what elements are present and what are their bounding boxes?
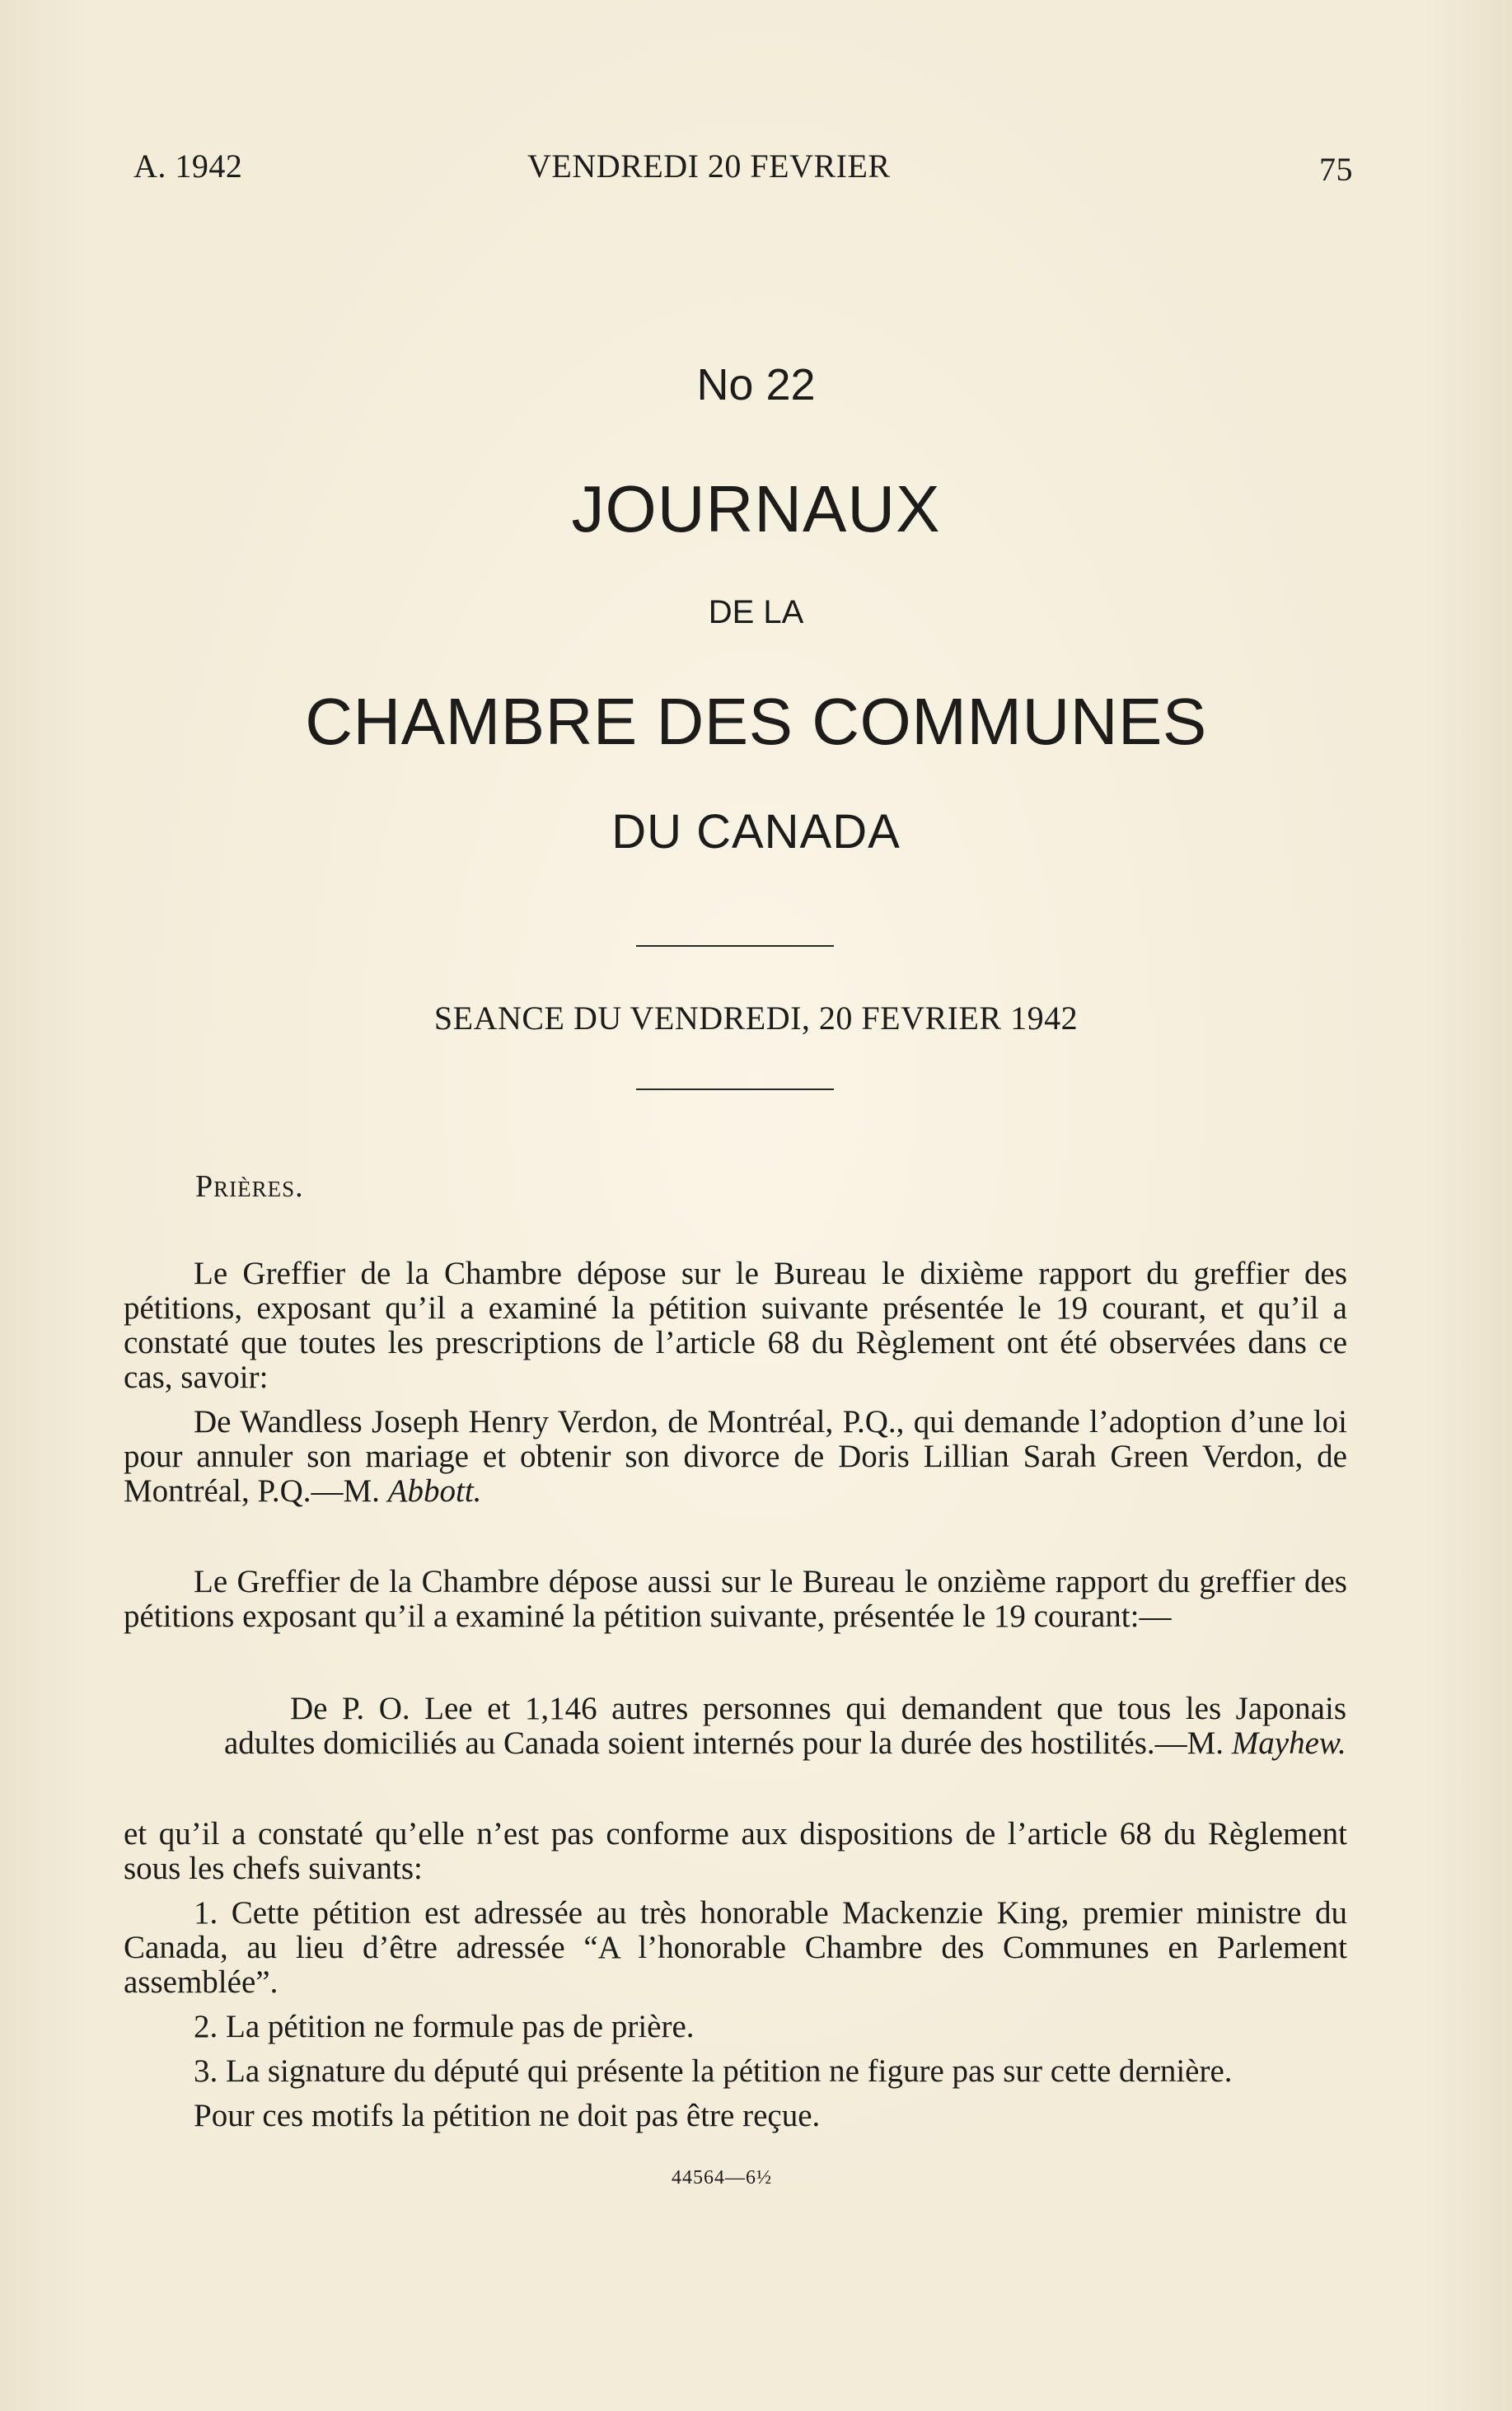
title-de-la: DE LA [708, 594, 804, 630]
paragraph-conformite [124, 1817, 1347, 2133]
petition-quote [224, 1692, 1346, 1761]
member-name: Abbott. [387, 1473, 482, 1509]
divider-rule [636, 945, 834, 947]
title-du-canada: DU CANADA [611, 805, 901, 859]
list-item: 2. La pétition ne formule pas de prière. [194, 2009, 695, 2044]
paragraph-dixieme-rapport [124, 1257, 1347, 1509]
printer-code: 44564—6½ [672, 2167, 772, 2189]
page-number: 75 [1319, 151, 1353, 188]
petition-text: De P. O. Lee et 1,146 autres personnes qui demandent que tous les Japonais adultes domiciliés au Canada soient internés pour la durée des hostilités.—M. [224, 1691, 1346, 1761]
seance-heading: SEANCE DU VENDREDI, 20 FEVRIER 1942 [433, 1000, 1079, 1037]
paragraph: Le Greffier de la Chambre dépose aussi sur le Bureau le onzième rapport du greffier des pétitions exposant qu’il a examiné la pétition suivante, présentée le 19 courant:— [124, 1564, 1347, 1634]
petition-verdon [124, 1405, 1347, 1509]
issue-number: No 22 [696, 360, 816, 410]
paragraph: et qu’il a constaté qu’elle n’est pas conforme aux dispositions de l’article 68 du Règlement sous les chefs suivants: [124, 1816, 1347, 1886]
running-head-year: A. 1942 [133, 147, 243, 185]
member-name: Mayhew. [1231, 1725, 1346, 1761]
petition-text: De Wandless Joseph Henry Verdon, de Montréal, P.Q., qui demande l’adoption d’une loi pour annuler son mariage et obtenir son divorce de Doris Lillian Sarah Green Verdon, de Montréal, P.Q.—M. [124, 1404, 1347, 1509]
paragraph: Le Greffier de la Chambre dépose sur le Bureau le dixième rapport du greffier des pétitions, exposant qu’il a examiné la pétition suivante présentée le 19 courant, et qu’il a constaté que toutes les prescriptions de l’article 68 du Règlement ont été observées dans ce cas, savoir: [124, 1256, 1347, 1395]
running-head-date: VENDREDI 20 FEVRIER [527, 147, 891, 185]
title-journaux: JOURNAUX [571, 472, 941, 545]
petition-lee [224, 1692, 1346, 1761]
list-item: 3. La signature du député qui présente la pétition ne figure pas sur cette dernière. [194, 2053, 1233, 2089]
title-chambre: CHAMBRE DES COMMUNES [305, 685, 1207, 758]
running-head [133, 138, 1353, 188]
prieres-heading: Prières. [195, 1169, 304, 1204]
paragraph-onzieme-rapport [124, 1565, 1347, 1634]
list-item: 1. Cette pétition est adressée au très honorable Mackenzie King, premier ministre du Canada, au lieu d’être adressée “A l’honorable Chambre des Communes en Parlement assemblée”. [124, 1895, 1347, 2000]
paragraph: Pour ces motifs la pétition ne doit pas être reçue. [194, 2098, 821, 2133]
divider-rule [636, 1088, 834, 1090]
